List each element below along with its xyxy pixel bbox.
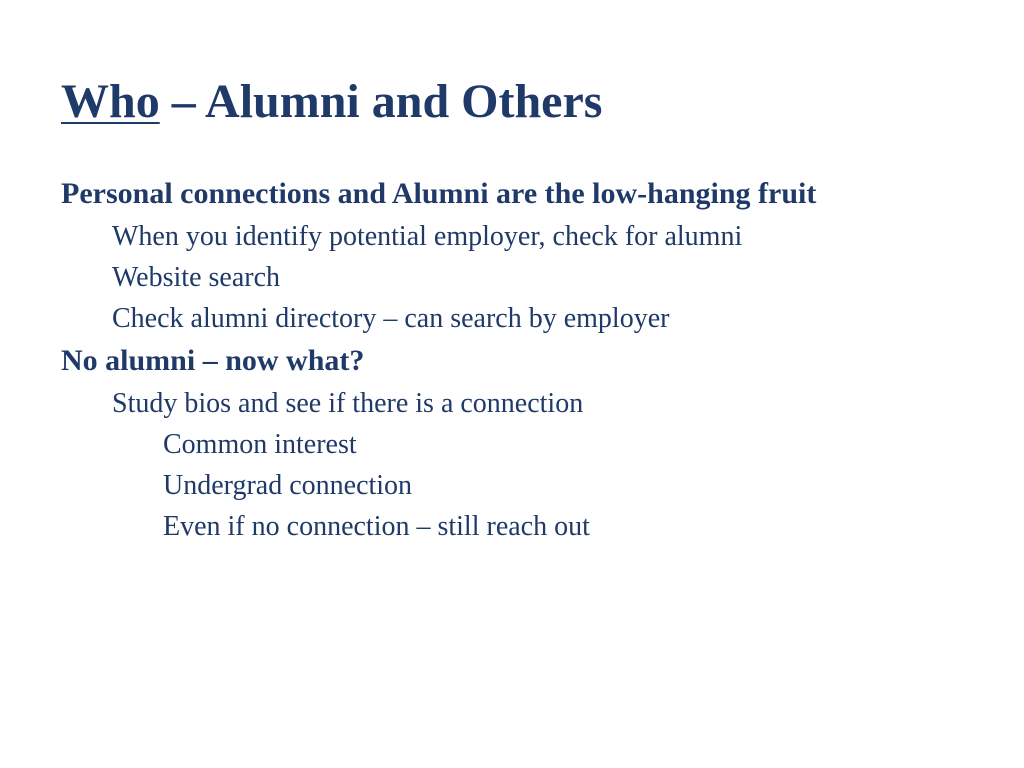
slide-title-rest: – Alumni and Others: [159, 75, 603, 128]
bullet-identify-employer: When you identify potential employer, check for alumni: [112, 221, 743, 252]
sub-bullet-common-interest: Common interest: [163, 429, 357, 460]
bullet-alumni-directory: Check alumni directory – can search by employer: [112, 303, 670, 334]
slide-title: [61, 72, 602, 132]
slide-title-underlined: Who: [61, 75, 160, 128]
bullet-heading-personal-connections: Personal connections and Alumni are the low-hanging fruit: [61, 177, 817, 210]
sub-bullet-still-reach-out: Even if no connection – still reach out: [163, 511, 590, 542]
sub-bullet-undergrad-connection: Undergrad connection: [163, 470, 413, 501]
bullet-website-search: Website search: [112, 262, 280, 293]
bullet-study-bios: Study bios and see if there is a connection: [112, 388, 584, 419]
slide-body: [61, 172, 961, 547]
bullet-heading-no-alumni: No alumni – now what?: [61, 344, 365, 377]
